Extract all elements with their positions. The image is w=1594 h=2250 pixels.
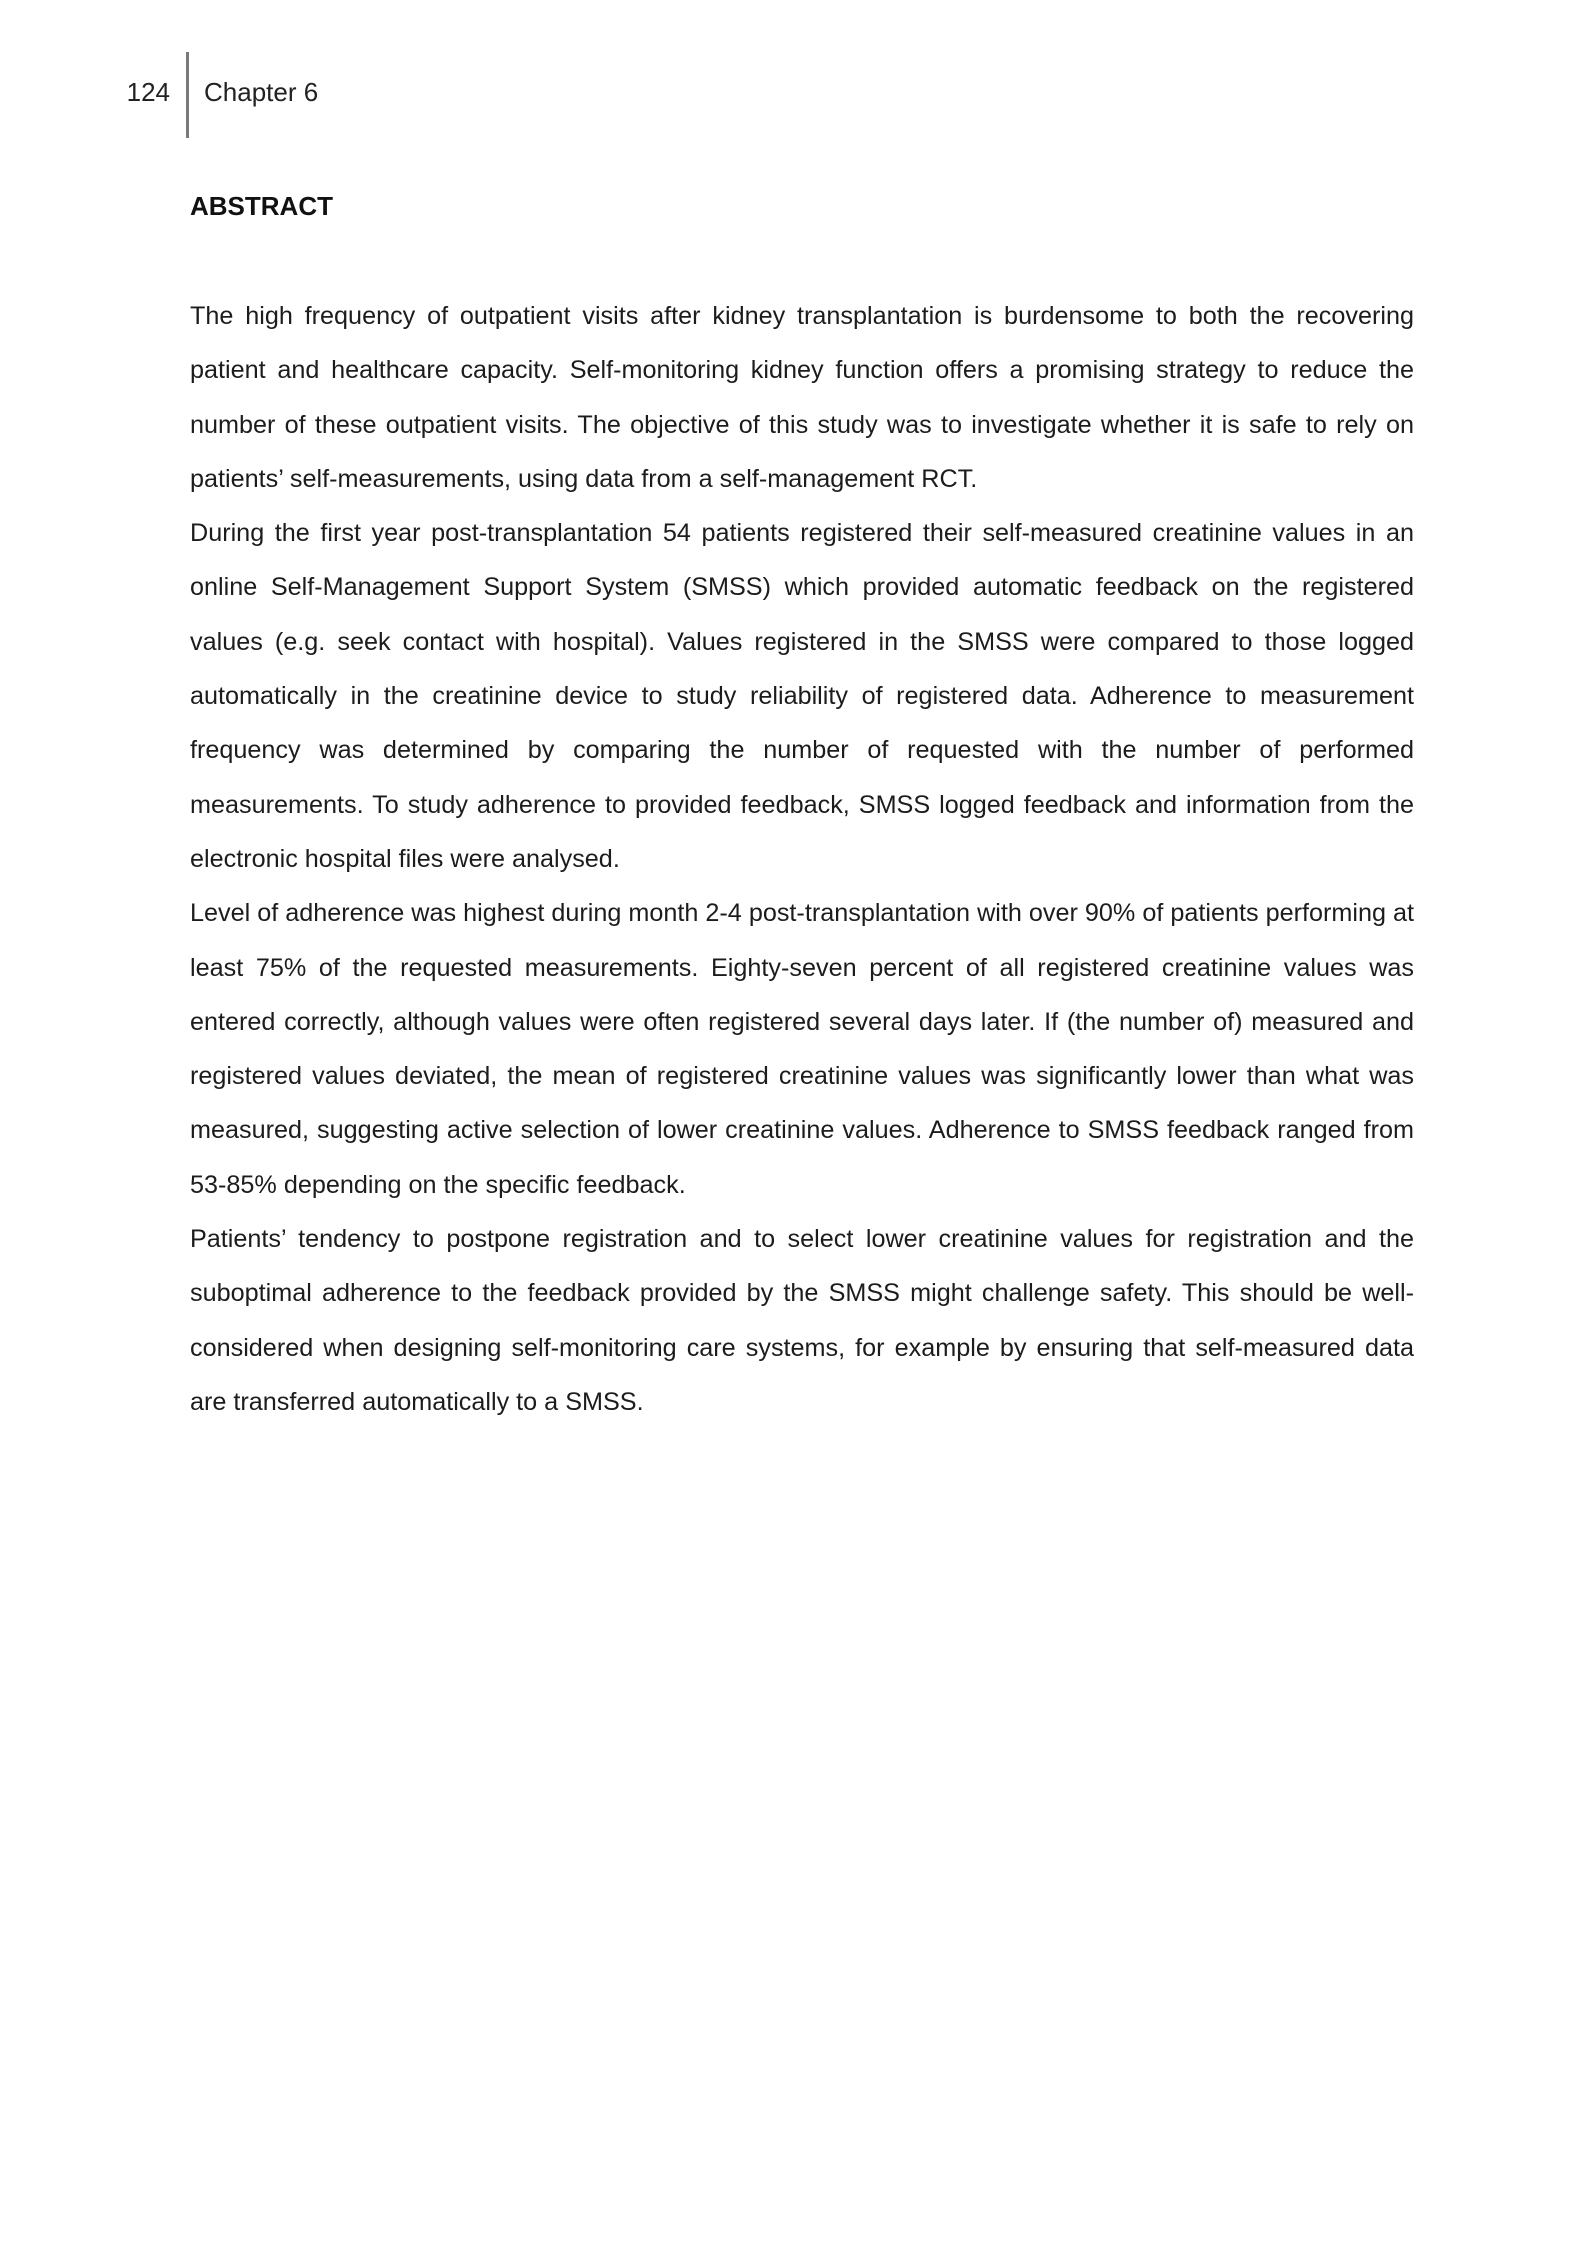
abstract-heading: ABSTRACT <box>190 191 333 221</box>
chapter-title: Chapter 6 <box>204 77 319 107</box>
page-header <box>0 52 1594 138</box>
abstract-paragraph-background: The high frequency of outpatient visits after kidney transplantation is burdensome to both the recovering patient and healthcare capacity. Self-monitoring kidney function offers a promising strategy to reduce the number of these outpatient visits. The objective of this study was to investigate whether it is safe to rely on patients’ self-measurements, using data from a self-management RCT. <box>190 302 1414 493</box>
header-divider <box>186 52 189 138</box>
abstract-body <box>190 289 1414 1429</box>
abstract-paragraph-results: Level of adherence was highest during month 2-4 post-transplantation with over 90% of patients performing at least 75% of the requested measurements. Eighty-seven percent of all registered creatinine values was entered correctly, although values were often registered several days later. If (the number of) measured and registered values deviated, the mean of registered creatinine values was significantly lower than what was measured, suggesting active selection of lower creatinine values. Adherence to SMSS feedback ranged from 53-85% depending on the specific feedback. <box>190 899 1414 1199</box>
abstract-paragraph-methods: During the first year post-transplantation 54 patients registered their self-measured creatinine values in an online Self-Management Support System (SMSS) which provided automatic feedback on the registered values (e.g. seek contact with hospital). Values registered in the SMSS were compared to those logged automatically in the creatinine device to study reliability of registered data. Adherence to measurement frequency was determined by comparing the number of requested with the number of performed measurements. To study adherence to provided feedback, SMSS logged feedback and information from the electronic hospital files were analysed. <box>190 519 1414 873</box>
page-number: 124 <box>126 77 170 107</box>
abstract-paragraph-conclusion: Patients’ tendency to postpone registration and to select lower creatinine values for registration and the suboptimal adherence to the feedback provided by the SMSS might challenge safety. This should be well-considered when designing self-monitoring care systems, for example by ensuring that self-measured data are transferred automatically to a SMSS. <box>190 1225 1414 1416</box>
